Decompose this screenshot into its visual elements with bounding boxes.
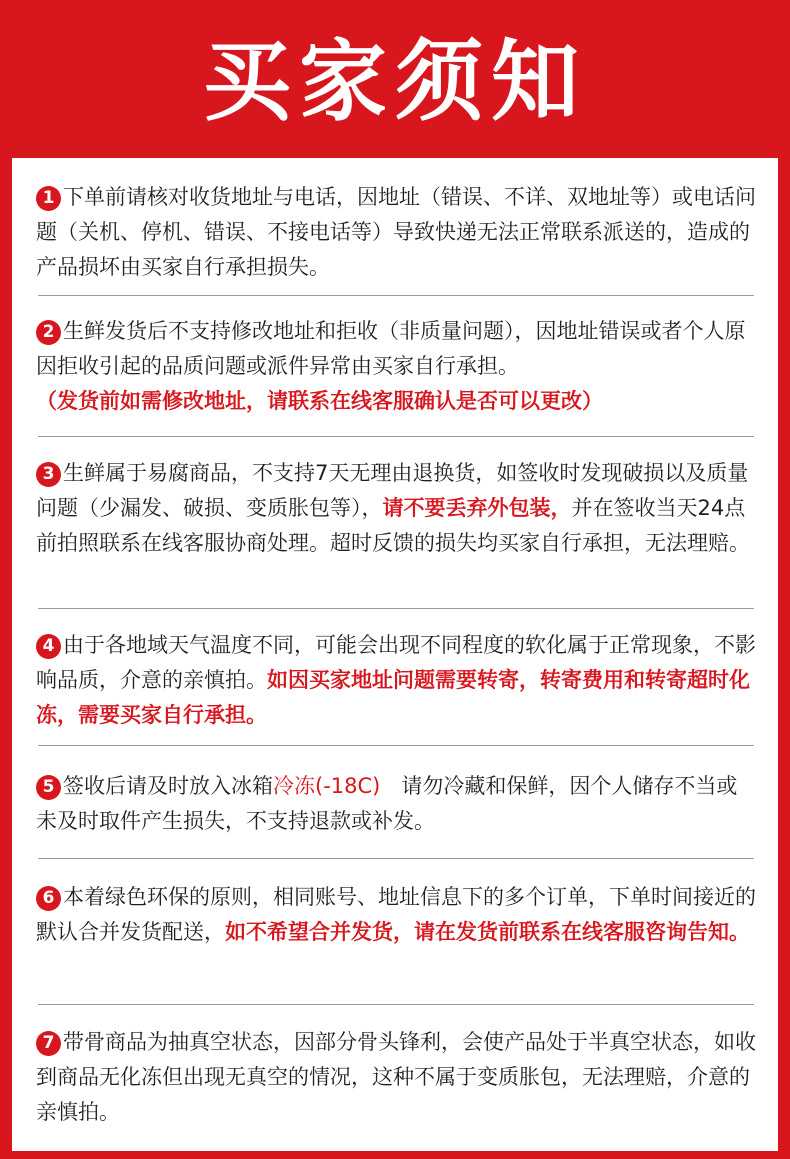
- divider: [38, 608, 754, 609]
- divider: [38, 858, 754, 859]
- number-7-badge: 7: [36, 1031, 61, 1056]
- notice-item-1: [36, 180, 758, 285]
- number-3-badge: 3: [36, 462, 61, 487]
- notice-item-5: [36, 769, 758, 839]
- notice-item-6: [36, 880, 758, 950]
- number-1-badge: 1: [36, 186, 61, 211]
- notice-item-2: [36, 314, 758, 419]
- notice-text: 下单前请核对收货地址与电话，因地址（错误、不详、双地址等）或电话问题（关机、停机、错误、不接电话等）导致快递无法正常联系派送的，造成的产品损坏由买家自行承担损失。: [36, 185, 756, 279]
- number-4-badge: 4: [36, 634, 61, 659]
- notice-text: 本着绿色环保的原则，相同账号、地址信息下的多个订单，下单时间接近的默认合并发货配送，: [36, 885, 756, 944]
- notice-highlight: 冷冻(-18C): [273, 774, 381, 798]
- notice-text: 由于各地域天气温度不同，可能会出现不同程度的软化属于正常现象，不影响品质，介意的亲慎拍。: [36, 633, 756, 692]
- notice-item-4: [36, 628, 758, 733]
- notice-text: 并在签收当天24点前拍照联系在线客服协商处理。超时反馈的损失均买家自行承担，无法理赔。: [36, 496, 750, 555]
- number-5-badge: 5: [36, 775, 61, 800]
- divider: [38, 745, 754, 746]
- notice-text: 生鲜属于易腐商品，不支持7天无理由退换货，如签收时发现破损以及质量问题（少漏发、破损、变质胀包等），: [36, 461, 749, 520]
- notice-panel: [12, 158, 778, 1151]
- divider: [38, 295, 754, 296]
- notice-item-7: [36, 1025, 758, 1130]
- notice-text: 生鲜发货后不支持修改地址和拒收（非质量问题），因地址错误或者个人原因拒收引起的品质问题或派件异常由买家自行承担。: [36, 319, 746, 378]
- notice-highlight: （发货前如需修改地址，请联系在线客服确认是否可以更改）: [36, 389, 603, 413]
- notice-highlight: 如不希望合并发货，请在发货前联系在线客服咨询告知。: [225, 920, 750, 944]
- notice-item-3: [36, 456, 758, 561]
- page-title: 买家须知: [202, 30, 587, 133]
- notice-highlight: 请不要丢弃外包装，: [382, 496, 572, 520]
- notice-text: 带骨商品为抽真空状态，因部分骨头锋利，会使产品处于半真空状态，如收到商品无化冻但出现无真空的情况，这种不属于变质胀包，无法理赔，介意的亲慎拍。: [36, 1030, 756, 1124]
- notice-text: 请勿冷藏和保鲜，因个人储存不当或未及时取件产生损失，不支持退款或补发。: [36, 774, 738, 833]
- notice-text: 签收后请及时放入冰箱: [63, 774, 273, 798]
- divider: [38, 1004, 754, 1005]
- number-6-badge: 6: [36, 886, 61, 911]
- divider: [38, 436, 754, 437]
- notice-highlight: 如因买家地址问题需要转寄，转寄费用和转寄超时化冻，需要买家自行承担。: [36, 668, 750, 727]
- number-2-badge: 2: [36, 320, 61, 345]
